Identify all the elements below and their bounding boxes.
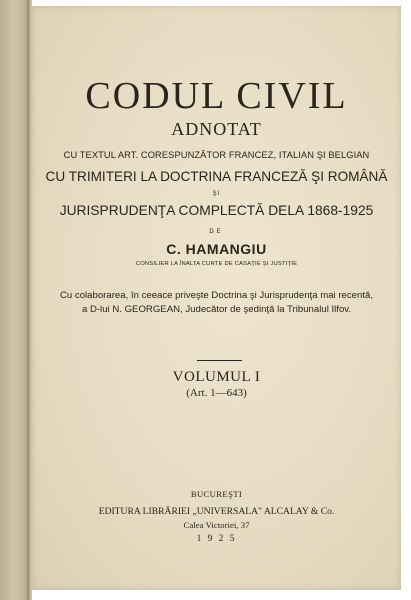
- background-margin: [401, 0, 411, 600]
- title-page: [32, 6, 401, 590]
- book-subtitle: ADNOTAT: [171, 119, 262, 139]
- collaboration-line-1: Cu colaborarea, în ceeace priveşte Doctrina şi Jurisprudenţa mai recentă,: [59, 290, 374, 301]
- book-title: CODUL CIVIL: [85, 75, 348, 117]
- publication-year: 1 9 2 5: [196, 534, 237, 544]
- publisher-address: Calea Victoriei, 37: [183, 520, 250, 530]
- author-role: CONSILIER LA ÎNALTA CURTE DE CASAŢIE ŞI JUSTIŢIE: [135, 261, 298, 267]
- publication-city: BUCUREŞTI: [190, 489, 243, 499]
- articles-range: (Art. 1—643): [186, 387, 247, 399]
- collaboration-line-2: a D-lui N. GEORGEAN, Judecător de şedinţă la Tribunalul Ilfov.: [81, 304, 352, 315]
- by-line: DE: [209, 229, 224, 235]
- jurisprudence-line: JURISPRUDENŢA COMPLECTĂ DELA 1868-1925: [59, 203, 374, 218]
- author-name: C. HAMANGIU: [166, 241, 267, 257]
- conjunction: ŞI: [212, 191, 221, 197]
- volume-label: VOLUMUL I: [172, 369, 261, 385]
- volume-divider: [197, 360, 242, 361]
- publisher: EDITURA LIBRĂRIEI „UNIVERSALA" ALCALAY & Co.: [98, 506, 335, 517]
- texts-line: CU TEXTUL ART. CORESPUNZĂTOR FRANCEZ, ITALIAN ŞI BELGIAN: [63, 150, 370, 160]
- book-spine-cloth: [0, 0, 30, 600]
- doctrine-line: CU TRIMITERI LA DOCTRINA FRANCEZĂ ŞI ROMÂNĂ: [45, 169, 388, 184]
